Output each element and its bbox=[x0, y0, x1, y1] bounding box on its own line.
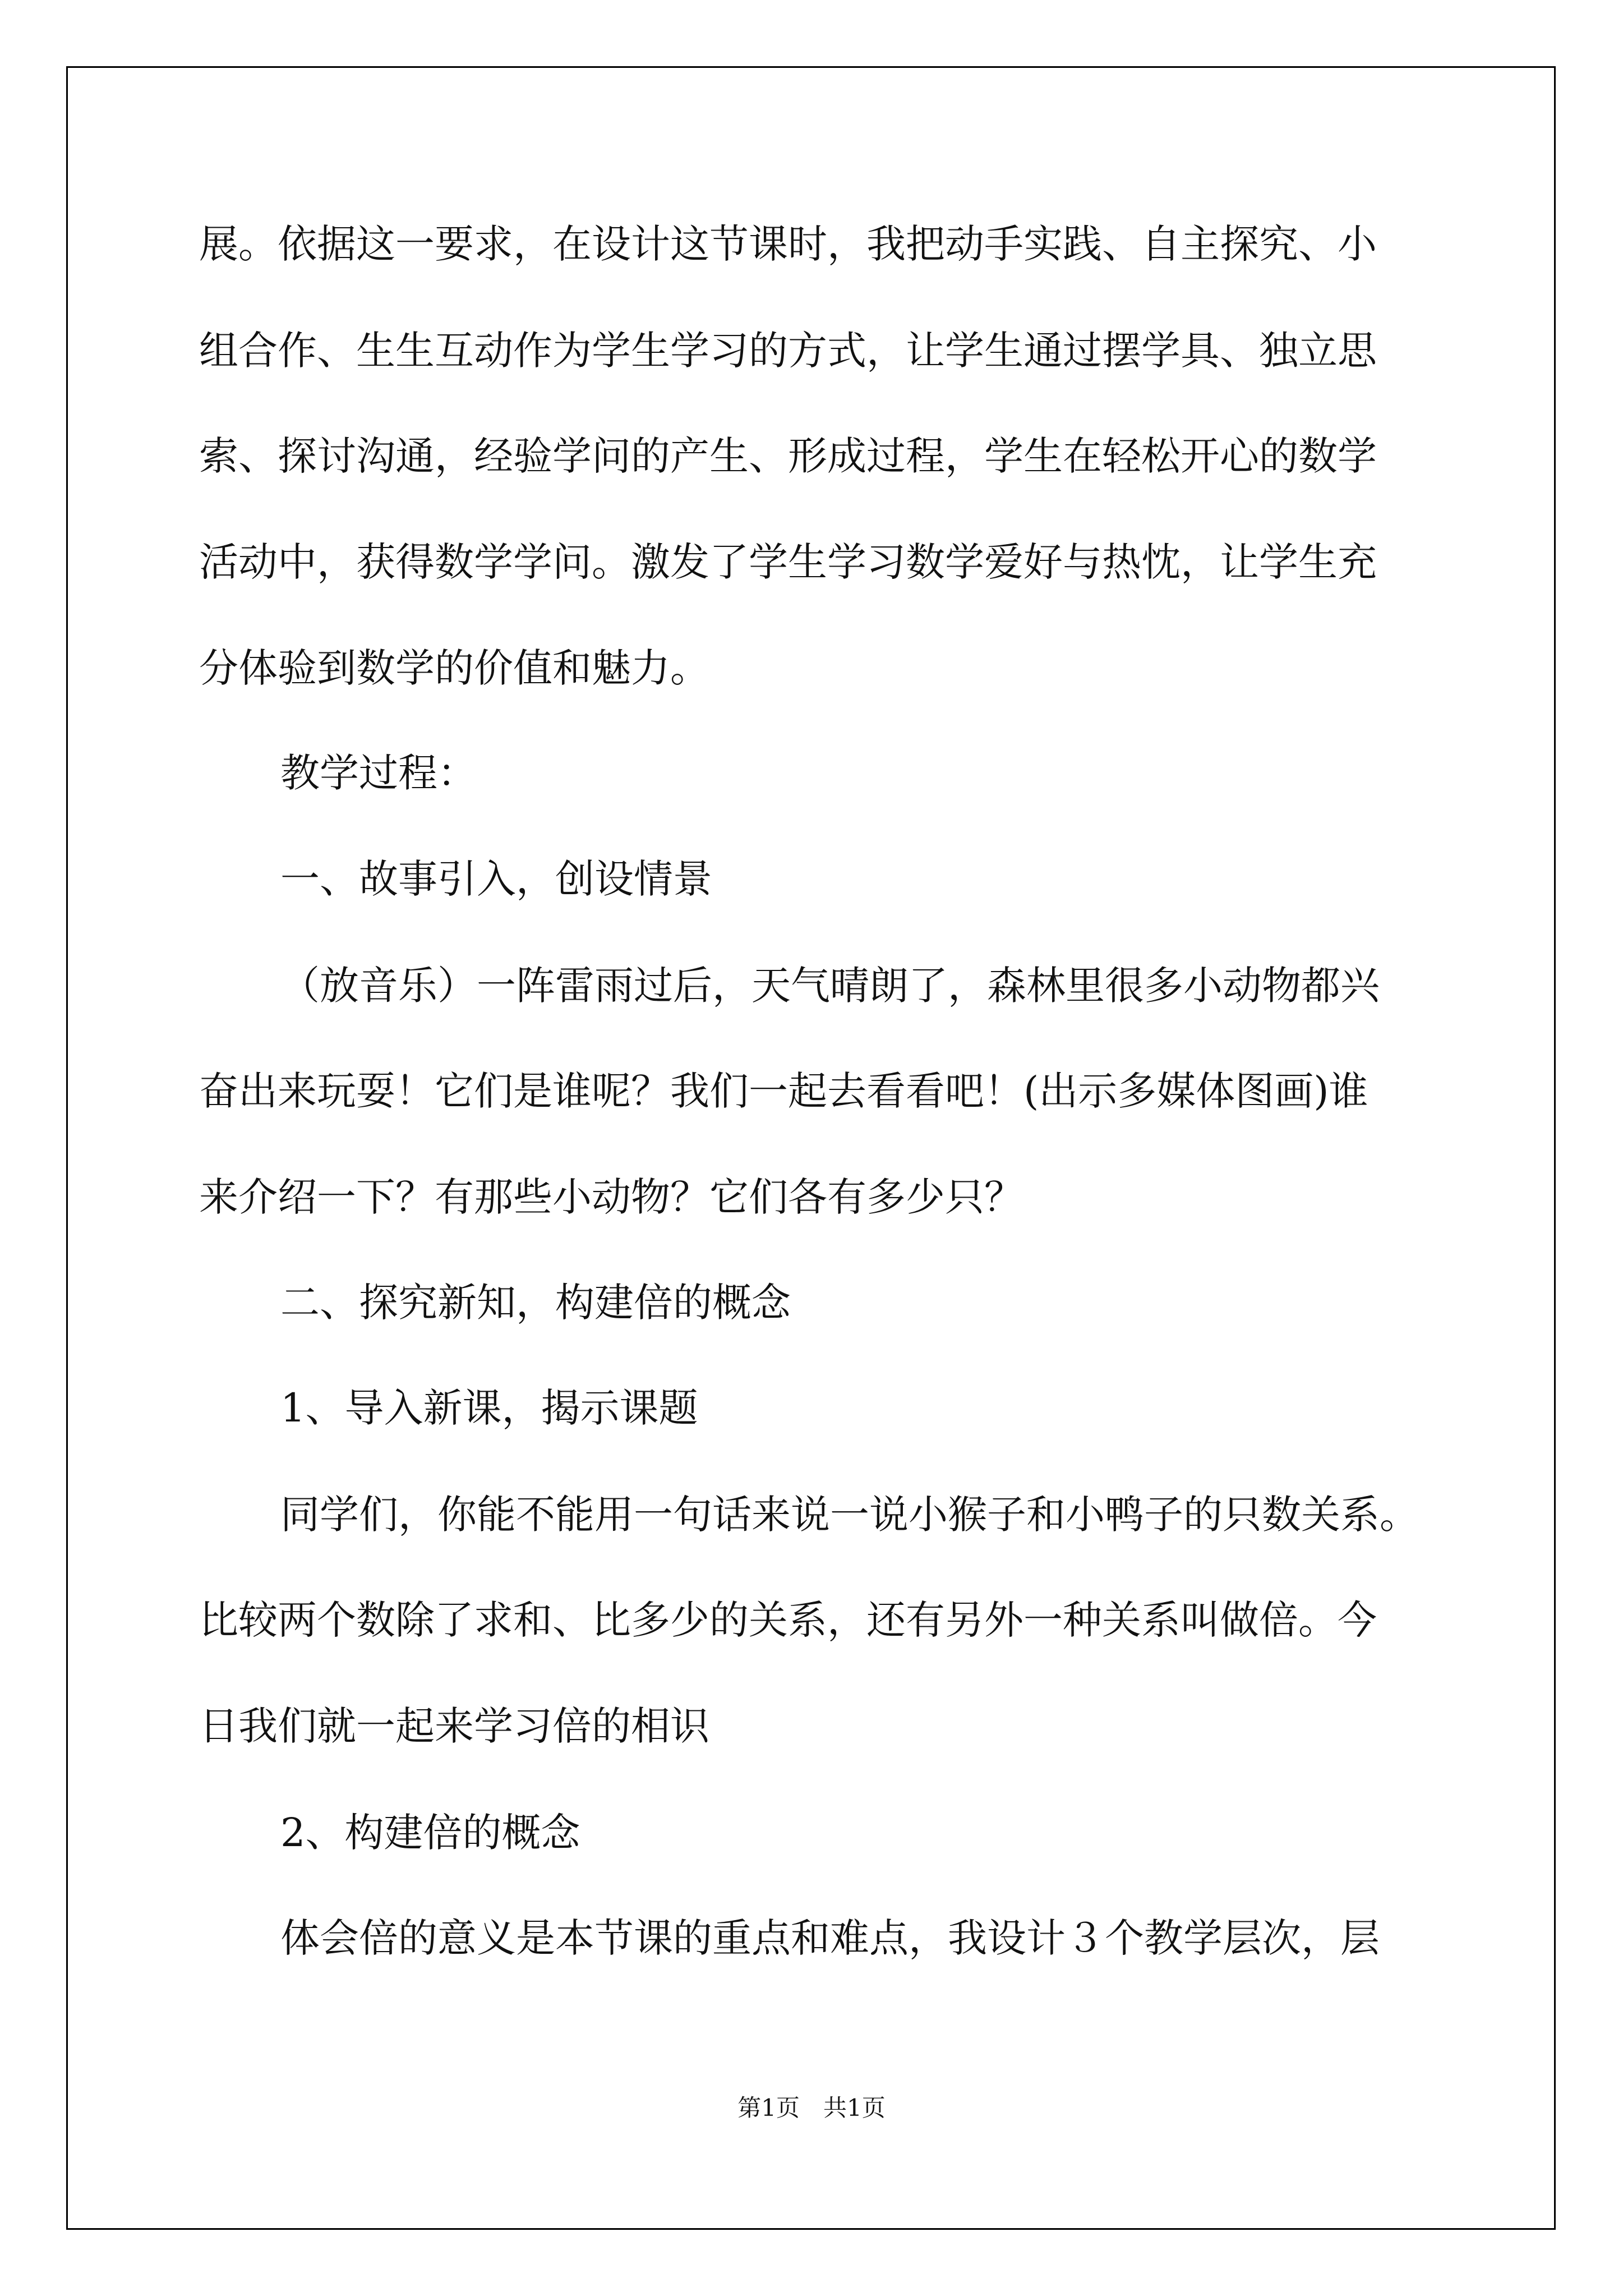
text-line: 来介绍一下？有那些小动物？它们各有多少只？ bbox=[199, 1174, 1023, 1220]
subsection-heading: 1、导入新课，揭示课题 bbox=[280, 1385, 698, 1431]
page-border bbox=[66, 66, 1556, 2230]
text-line: 展。依据这一要求，在设计这节课时，我把动手实践、自主探究、小 bbox=[199, 221, 1377, 267]
text-line: 比较两个数除了求和、比多少的关系，还有另外一种关系叫做倍。今 bbox=[199, 1597, 1377, 1643]
text-line: 活动中，获得数学学问。激发了学生学习数学爱好与热忱，让学生充 bbox=[199, 539, 1377, 585]
text-line: 分体验到数学的价值和魅力。 bbox=[199, 645, 709, 691]
subsection-heading: 2、构建倍的概念 bbox=[280, 1810, 580, 1856]
text-line: 体会倍的意义是本节课的重点和难点，我设计３个教学层次，层 bbox=[280, 1915, 1380, 1961]
text-line: 组合作、生生互动作为学生学习的方式，让学生通过摆学具、独立思 bbox=[199, 328, 1377, 374]
text-line: 奋出来玩耍！它们是谁呢？我们一起去看看吧！(出示多媒体图画)谁 bbox=[199, 1068, 1368, 1114]
text-line: 同学们，你能不能用一句话来说一说小猴子和小鸭子的只数关系。 bbox=[280, 1492, 1419, 1538]
section-heading: 二、探究新知，构建倍的概念 bbox=[280, 1280, 791, 1326]
text-line: 索、探讨沟通，经验学问的产生、形成过程，学生在轻松开心的数学 bbox=[199, 433, 1377, 479]
section-heading: 一、故事引入，创设情景 bbox=[280, 856, 712, 902]
section-label: 教学过程： bbox=[280, 750, 477, 796]
page-footer: 第1页 共1页 bbox=[737, 2094, 886, 2122]
text-line: 日我们就一起来学习倍的相识 bbox=[199, 1703, 709, 1749]
text-line: （放音乐）一阵雷雨过后，天气晴朗了，森林里很多小动物都兴 bbox=[280, 963, 1380, 1009]
